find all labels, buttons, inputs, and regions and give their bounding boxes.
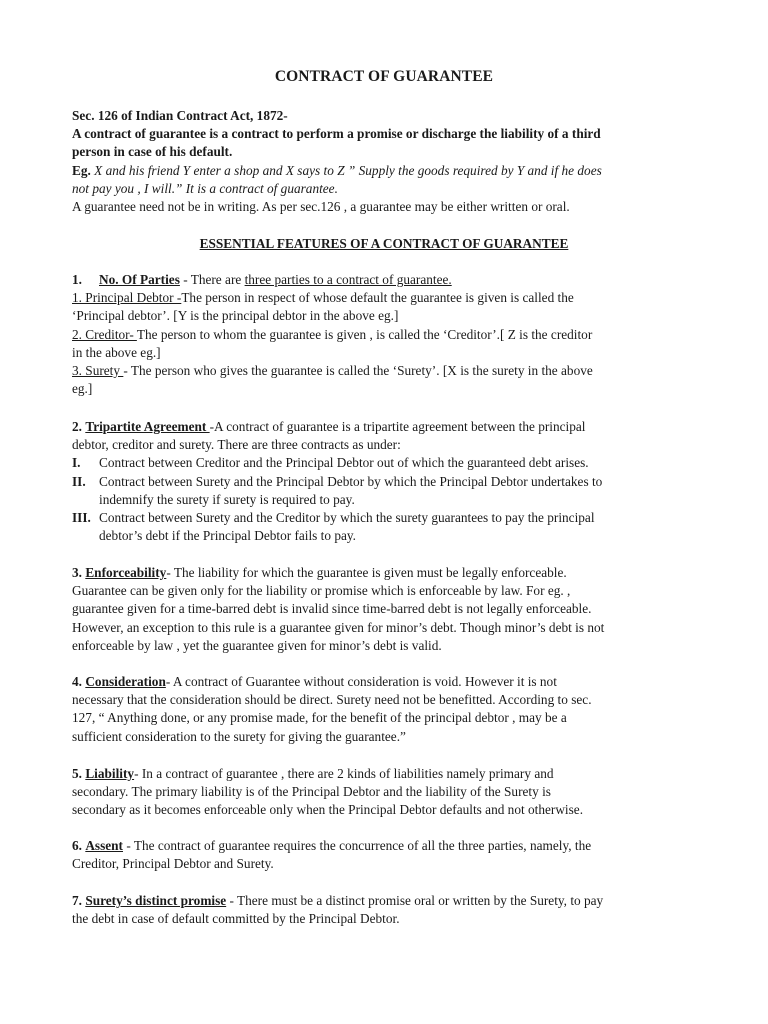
feature-tripartite	[72, 418, 696, 545]
surety-line-1	[72, 362, 696, 380]
contract-list-item	[72, 473, 696, 509]
distinct-promise-text: - There must be a distinct promise oral or written by the Surety, to pay	[226, 893, 604, 908]
contract-list-number: II.	[72, 473, 86, 489]
contract-list-text-continued: debtor’s debt if the Principal Debtor fails to pay.	[99, 528, 357, 544]
consideration-line: necessary that the consideration should be direct. Surety need not be benefitted. According to sec.	[72, 692, 592, 708]
principal-debtor-text: The person in respect of whose default the guarantee is given is called the	[181, 290, 574, 306]
contract-list-text: Contract between Surety and the Creditor by which the surety guarantees to pay the principal	[99, 510, 595, 526]
enforceability-line: However, an exception to this rule is a guarantee given for minor’s debt. Though minor’s debt is not	[72, 619, 605, 635]
enforceability-line: guarantee given for a time-barred debt is invalid since time-barred debt is not legally enforceable.	[72, 601, 592, 617]
feature-consideration	[72, 673, 696, 746]
parties-heading-line	[72, 271, 696, 289]
intro-section	[72, 107, 696, 216]
liability-heading: Liability	[85, 766, 135, 781]
feature-distinct-promise	[72, 892, 696, 928]
parties-heading: No. Of Parties	[99, 272, 180, 287]
consideration-number: 4.	[72, 674, 82, 689]
contract-list-text: Contract between Surety and the Principal Debtor by which the Principal Debtor undertakes to	[99, 473, 603, 489]
surety-line-2: eg.]	[72, 381, 93, 397]
distinct-promise-number: 7.	[72, 893, 82, 908]
liability-number: 5.	[72, 766, 82, 781]
distinct-promise-heading-line	[72, 892, 696, 910]
enforceability-text: - The liability for which the guarantee is given must be legally enforceable.	[166, 565, 567, 580]
assent-line: Creditor, Principal Debtor and Surety.	[72, 856, 274, 872]
example-text-1: X and his friend Y enter a shop and X says to Z ” Supply the goods required by Y and if he does	[90, 162, 602, 178]
tripartite-heading: Tripartite Agreement	[85, 419, 210, 434]
contract-list-item	[72, 454, 696, 472]
tripartite-line-2: debtor, creditor and surety. There are three contracts as under:	[72, 437, 401, 453]
consideration-line: 127, “ Anything done, or any promise made, for the benefit of the principal debtor , may be a	[72, 710, 567, 726]
creditor-line-1	[72, 326, 696, 344]
tripartite-heading-line	[72, 418, 696, 436]
section-reference: Sec. 126 of Indian Contract Act, 1872-	[72, 108, 288, 123]
assent-text: - The contract of guarantee requires the concurrence of all the three parties, namely, the	[123, 838, 592, 853]
enforceability-heading: Enforceability	[85, 565, 167, 580]
example-label: Eg.	[72, 162, 91, 178]
tripartite-number: 2.	[72, 419, 82, 434]
distinct-promise-line: the debt in case of default committed by the Principal Debtor.	[72, 911, 400, 927]
liability-line: secondary as it becomes enforceable only when the Principal Debtor defaults and not otherwise.	[72, 802, 584, 818]
contract-list-number: I.	[72, 455, 81, 471]
feature-liability	[72, 765, 696, 820]
definition-line-1: A contract of guarantee is a contract to perform a promise or discharge the liability of a third	[72, 126, 601, 142]
example-line-1	[72, 162, 696, 180]
distinct-promise-heading: Surety’s distinct promise	[85, 893, 227, 908]
features-heading-text: ESSENTIAL FEATURES OF A CONTRACT OF GUARANTEE	[199, 236, 569, 251]
contract-list-text: Contract between Creditor and the Principal Debtor out of which the guaranteed debt arises.	[99, 455, 589, 471]
creditor-text: The person to whom the guarantee is given , is called the ‘Creditor’.[ Z is the creditor	[136, 326, 593, 342]
liability-text: - In a contract of guarantee , there are 2 kinds of liabilities namely primary and	[134, 766, 554, 781]
contract-list-text-continued: indemnify the surety if surety is required to pay.	[99, 491, 355, 507]
feature-assent	[72, 837, 696, 873]
writing-note: A guarantee need not be in writing. As per sec.126 , a guarantee may be either written or oral.	[72, 199, 570, 215]
creditor-line-2: in the above eg.]	[72, 344, 161, 360]
assent-heading: Assent	[85, 838, 123, 853]
liability-line: secondary. The primary liability is of the Principal Debtor and the liability of the Surety is	[72, 784, 551, 800]
contract-list-item	[72, 509, 696, 545]
enforceability-line: Guarantee can be given only for the liability or promise which is enforceable by law. For eg. ,	[72, 583, 571, 599]
principal-debtor-line-1	[72, 289, 696, 307]
enforceability-line: enforceable by law , yet the guarantee given for minor’s debt is valid.	[72, 637, 442, 653]
assent-number: 6.	[72, 838, 82, 853]
surety-label: 3. Surety	[72, 363, 124, 379]
tripartite-text: -A contract of guarantee is a tripartite agreement between the principal	[209, 419, 586, 434]
principal-debtor-label: 1. Principal Debtor -	[72, 290, 182, 306]
contract-list-number: III.	[72, 510, 91, 526]
creditor-label: 2. Creditor-	[72, 326, 137, 342]
document-title: CONTRACT OF GUARANTEE	[274, 68, 494, 85]
definition-line-2: person in case of his default.	[72, 144, 233, 160]
principal-debtor-line-2: ‘Principal debtor’. [Y is the principal debtor in the above eg.]	[72, 308, 399, 324]
features-heading	[72, 235, 696, 253]
parties-summary: three parties to a contract of guarantee.	[244, 272, 452, 287]
feature-enforceability	[72, 564, 696, 655]
enforceability-number: 3.	[72, 565, 82, 580]
parties-dash: - There are	[179, 272, 245, 287]
liability-heading-line	[72, 765, 696, 783]
assent-heading-line	[72, 837, 696, 855]
consideration-line: sufficient consideration to the surety for giving the guarantee.”	[72, 728, 406, 744]
feature-parties	[72, 271, 696, 398]
parties-number: 1.	[72, 272, 82, 287]
example-line-2: not pay you , I will.” It is a contract of guarantee.	[72, 180, 338, 196]
consideration-heading: Consideration	[85, 674, 166, 689]
consideration-text: - A contract of Guarantee without consideration is void. However it is not	[165, 674, 557, 689]
consideration-heading-line	[72, 673, 696, 691]
enforceability-heading-line	[72, 564, 696, 582]
surety-text: - The person who gives the guarantee is called the ‘Surety’. [X is the surety in the above	[123, 363, 593, 379]
